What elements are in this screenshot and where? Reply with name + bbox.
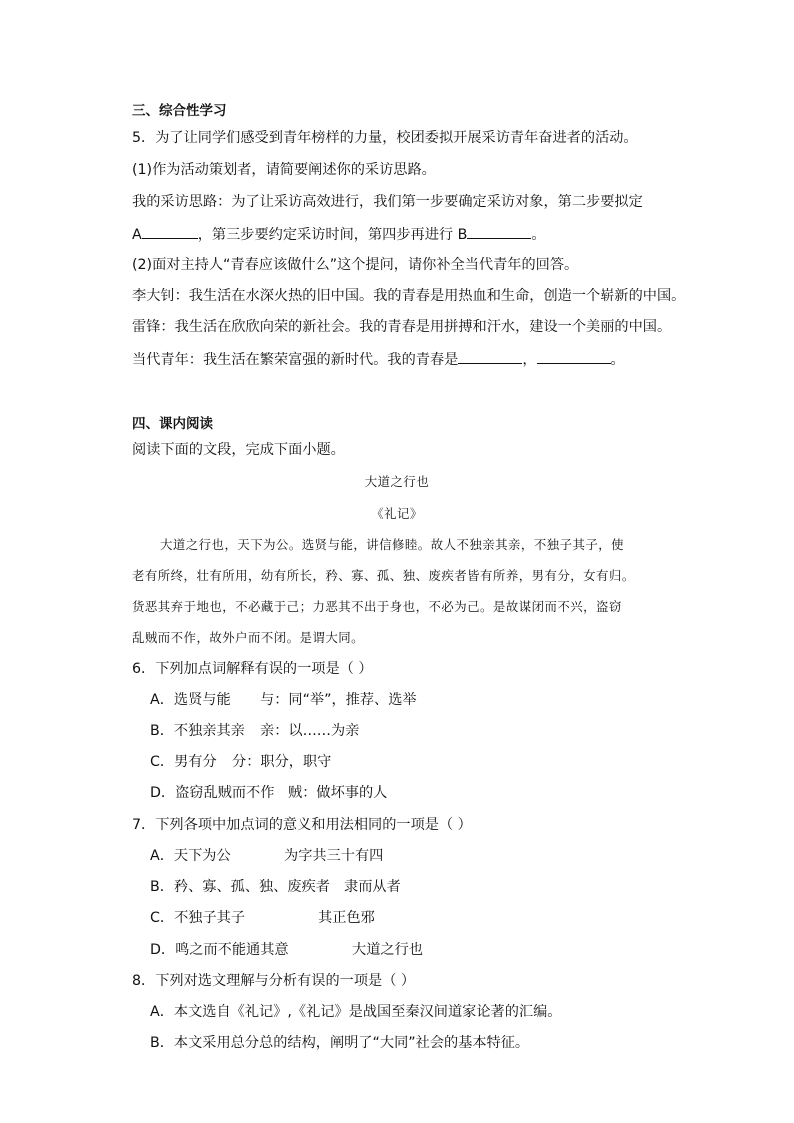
q8-stem: 8．下列对选文理解与分析有误的一项是（ ）: [132, 973, 416, 989]
q5-stem: 5．为了让同学们感受到青年榜样的力量，校团委拟开展采访青年奋进者的活动。: [132, 130, 638, 146]
q5-youth-end: 。: [610, 352, 625, 368]
q8-option-a: A．本文选自《礼记》,《礼记》是战国至秦汉间道家论著的汇编。: [150, 1004, 562, 1020]
passage-title: 大道之行也: [364, 474, 430, 489]
blank-a-label: A: [132, 227, 142, 243]
section-4-heading: 四、课内阅读: [132, 416, 213, 432]
passage-line: 大道之行也，天下为公。选贤与能，讲信修睦。故人不独亲其亲，不独子其子，使: [160, 537, 625, 552]
q6-option-d: D．盗窃乱贼而不作 贼：做坏事的人: [150, 785, 388, 801]
passage-line: 货恶其弃于地也，不必藏于己；力恶其不出于身也，不必为己。是故谋闭而不兴，盗窃: [132, 599, 622, 614]
q5-part1: (1)作为活动策划者，请简要阐述你的采访思路。: [132, 162, 436, 178]
q5-part2: (2)面对主持人“青春应该做什么”这个提问，请你补全当代青年的回答。: [132, 257, 579, 273]
q7-option-a: A．天下为公 为字共三十有四: [150, 848, 384, 864]
q5-plan-mid: ，第三步要约定采访时间，第四步再进行 B: [197, 227, 468, 243]
q7-option-b: B．矜、寡、孤、独、废疾者 隶而从者: [150, 879, 401, 895]
q8-option-b: B．本文采用总分总的结构，阐明了“大同”社会的基本特征。: [150, 1035, 530, 1051]
q5-interview-plan: 我的采访思路：为了让采访高效进行，我们第一步要确定采访对象，第二步要拟定: [132, 194, 643, 210]
answer-blank-youth-2[interactable]: [537, 349, 611, 364]
reading-intro: 阅读下面的文段，完成下面小题。: [132, 442, 345, 458]
q5-plan-end: 。: [531, 227, 546, 243]
q5-youth-comma: ，: [522, 352, 537, 368]
passage-line: 乱贼而不作，故外户而不闭。是谓大同。: [132, 630, 365, 645]
q5-lei-feng: 雷锋：我生活在欣欣向荣的新社会。我的青春是用拼搏和汗水，建设一个美丽的中国。: [132, 319, 672, 335]
section-3-heading: 三、综合性学习: [132, 103, 227, 119]
q7-option-d: D．鸣之而不能通其意 大道之行也: [150, 942, 423, 958]
q7-stem: 7．下列各项中加点词的意义和用法相同的一项是（ ）: [132, 817, 472, 833]
q5-interview-plan-cont: [132, 224, 546, 245]
q6-option-c: C．男有分 分：职分，职守: [150, 754, 332, 770]
q5-contemporary-youth: [132, 349, 625, 370]
q6-stem: 6．下列加点词解释有误的一项是（ ）: [132, 661, 373, 677]
q6-option-b: B．不独亲其亲 亲：以……为亲: [150, 723, 360, 739]
answer-blank-a[interactable]: [142, 224, 198, 239]
q5-li-dazhao: 李大钊：我生活在水深火热的旧中国。我的青春是用热血和生命，创造一个崭新的中国。: [132, 288, 686, 304]
q6-option-a: A．选贤与能 与：同“举”，推荐、选举: [150, 692, 417, 708]
passage-source: 《礼记》: [371, 506, 423, 521]
q7-option-c: C．不独子其子 其正色邪: [150, 910, 375, 926]
q5-youth-text: 当代青年：我生活在繁荣富强的新时代。我的青春是: [132, 352, 459, 368]
passage-line: 老有所终，壮有所用，幼有所长，矜、寡、孤、独、废疾者皆有所养，男有分，女有归。: [132, 568, 635, 583]
answer-blank-youth-1[interactable]: [458, 349, 522, 364]
answer-blank-b[interactable]: [467, 224, 531, 239]
